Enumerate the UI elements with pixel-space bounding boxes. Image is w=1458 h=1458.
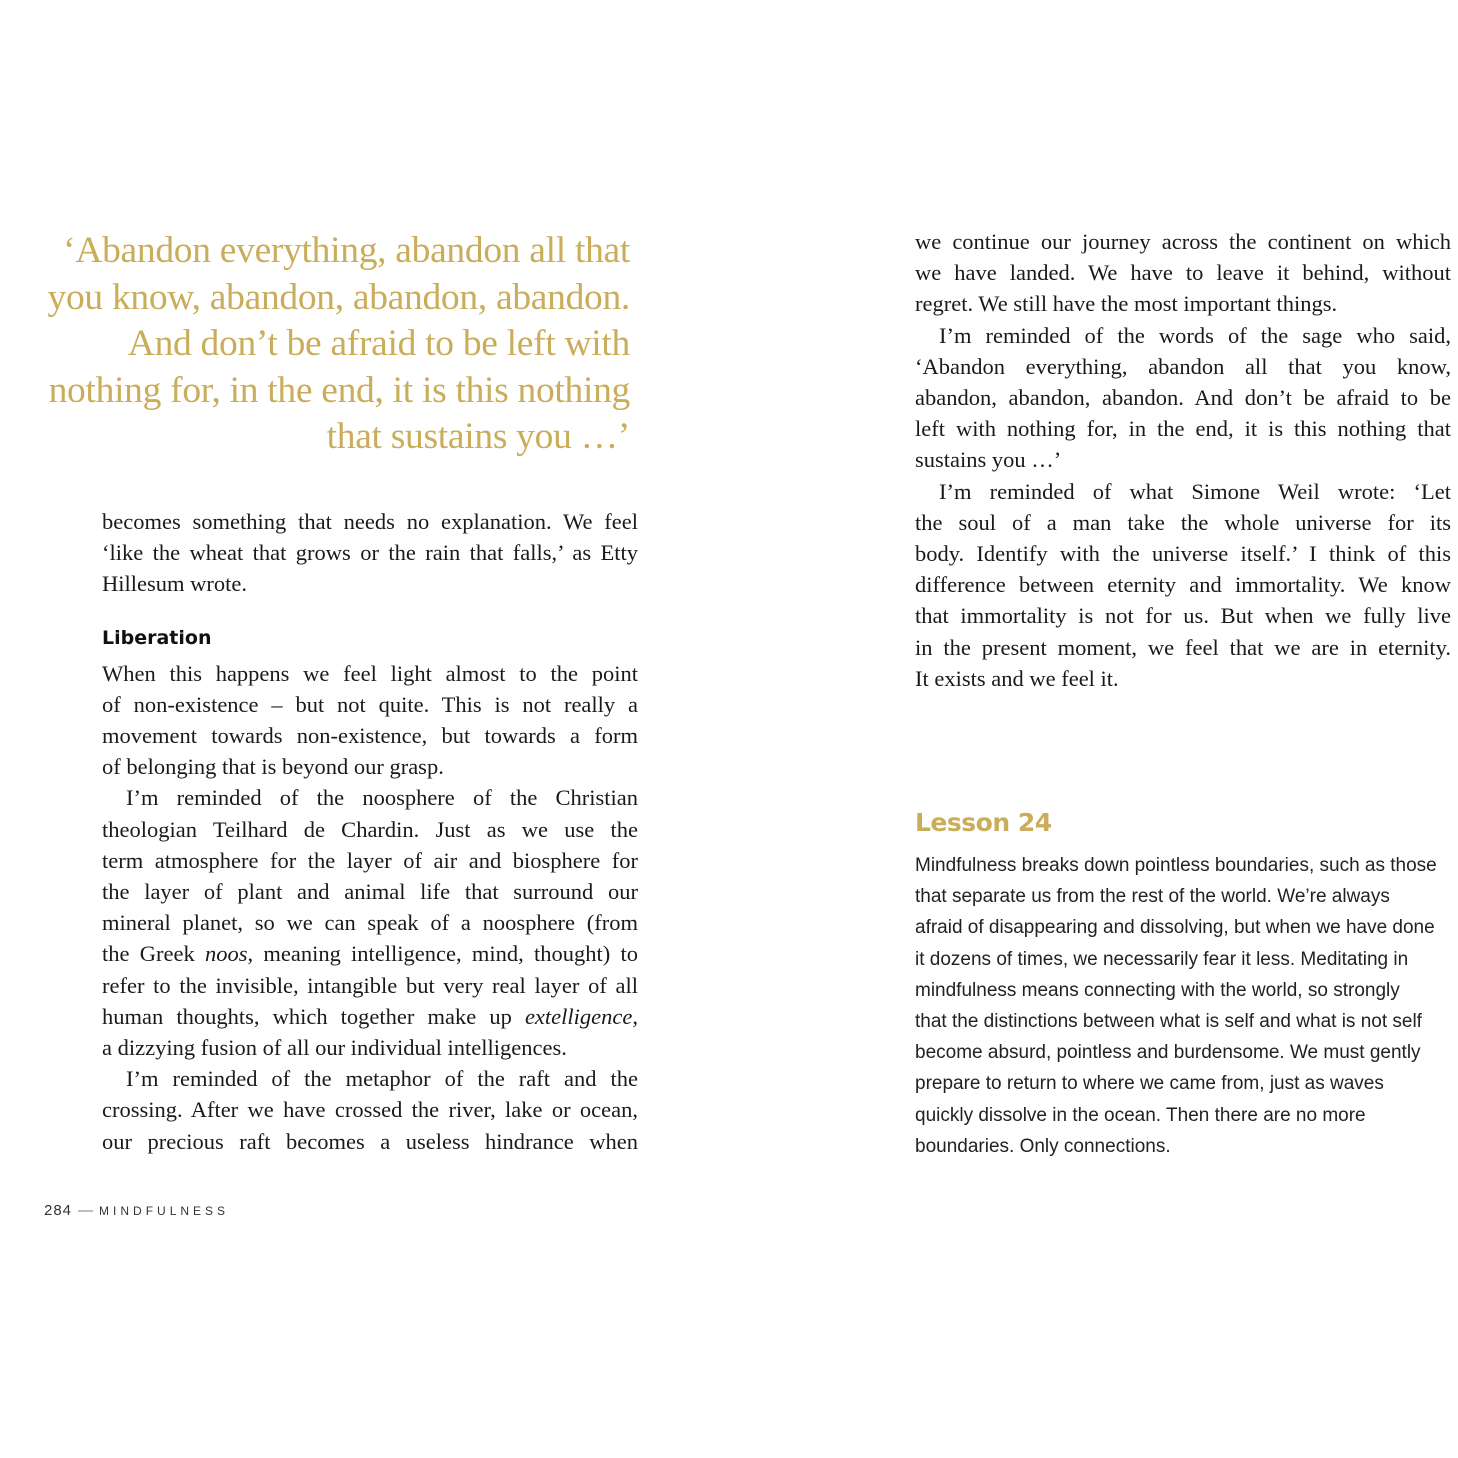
sage-paragraph [915,320,1451,476]
page-number: 284 [44,1202,73,1219]
journey-paragraph [915,226,1451,320]
italic-term: noos [204,941,248,967]
lesson-title: Lesson 24 [915,808,1052,837]
lesson-line: become absurd, pointless and burdensome. We must gently [915,1042,1421,1064]
text-line: of belonging that is beyond our grasp. [102,754,444,780]
pull-quote-line: And don’t be afraid to be left with [127,323,630,364]
text-line: that immortality is not for us. But when we fully live [915,603,1451,629]
lesson-line: mindfulness means connecting with the world, so strongly [915,979,1400,1001]
right-body-column [915,226,1451,694]
text-line [102,1001,638,1032]
text-line: body. Identify with the universe itself.’ I think of this [915,541,1451,567]
text-line: difference between eternity and immortality. We know [915,572,1451,598]
text-line: It exists and we feel it. [915,665,1119,691]
text-line: in the present moment, we feel that we are in eternity. [915,634,1451,660]
text-line: a dizzying fusion of all our individual intelligences. [102,1035,567,1061]
section-heading: Liberation [102,626,212,649]
intro-paragraph [102,506,638,600]
footer-separator: — [78,1202,94,1219]
text-line: of non-existence – but not quite. This is not really a [102,691,638,717]
text-line [102,938,638,969]
text-line: our precious raft becomes a useless hindrance when [102,1128,638,1154]
lesson-line: that the distinctions between what is self and what is not self [915,1011,1422,1033]
text-line: I’m reminded of the metaphor of the raft and the [126,1066,638,1092]
text-line: term atmosphere for the layer of air and biosphere for [102,847,638,873]
text-line: I’m reminded of the words of the sage who said, [939,322,1451,348]
pull-quote-line: you know, abandon, abandon, abandon. [47,276,630,318]
pull-quote-line: nothing for, in the end, it is this nothing [48,369,630,411]
text-line: ‘Abandon everything, abandon all that you know, [915,353,1451,379]
text-segment: , [632,1003,638,1029]
text-segment: human thoughts, which together make up [102,1003,525,1029]
lesson-line: that separate us from the rest of the world. We’re always [915,886,1390,908]
text-line: we continue our journey across the continent on which [915,229,1451,254]
lesson-line: prepare to return to where we came from, just as waves [915,1073,1384,1095]
text-line: ‘like the wheat that grows or the rain that falls,’ as Etty [102,540,638,566]
text-line: I’m reminded of the noosphere of the Christian [126,785,638,811]
right-page [729,0,1458,1458]
text-line: When this happens we feel light almost to the point [102,660,638,686]
text-line: refer to the invisible, intangible but very real layer of all [102,972,638,998]
text-line: mineral planet, so we can speak of a noosphere (from [102,910,638,936]
text-line: we have landed. We have to leave it behind, without [915,260,1451,286]
text-line: the layer of plant and animal life that surround our [102,879,638,905]
text-segment: the Greek [102,941,205,967]
text-line: the soul of a man take the whole universe for its [915,509,1451,535]
text-line: I’m reminded of what Simone Weil wrote: ‘Let [939,478,1451,504]
pull-quote [8,228,630,461]
left-body-column [102,506,638,1157]
text-line: movement towards non-existence, but towards a form [102,723,638,749]
pull-quote-line: that sustains you …’ [326,416,630,457]
page-footer [44,1202,229,1219]
weil-paragraph [915,476,1451,694]
text-line: becomes something that needs no explanation. We feel [102,509,638,534]
text-line: abandon, abandon, abandon. And don’t be afraid to be [915,385,1451,411]
text-line: regret. We still have the most important things. [915,291,1338,317]
text-line: crossing. After we have crossed the river, lake or ocean, [102,1097,638,1123]
italic-term: extelligence [524,1003,633,1029]
liberation-paragraph-1 [102,658,638,783]
pull-quote-line: ‘Abandon everything, abandon all that [63,230,630,271]
running-section-title: MINDFULNESS [99,1204,230,1218]
text-line: sustains you …’ [915,447,1062,473]
lesson-line: Mindfulness breaks down pointless boundaries, such as those [915,855,1437,876]
lesson-line: afraid of disappearing and dissolving, but when we have done [915,917,1435,939]
text-segment: , meaning intelligence, mind, thought) to [247,941,638,967]
text-line: Hillesum wrote. [102,571,247,597]
raft-paragraph [102,1063,638,1157]
text-line: left with nothing for, in the end, it is this nothing that [915,416,1451,442]
text-line: theologian Teilhard de Chardin. Just as we use the [102,816,638,842]
lesson-line: boundaries. Only connections. [915,1135,1171,1157]
lesson-line: it dozens of times, we necessarily fear it less. Meditating in [915,948,1409,970]
lesson-line: quickly dissolve in the ocean. Then there are no more [915,1104,1366,1126]
lesson-box [915,806,1451,1162]
lesson-text [915,850,1451,1162]
noosphere-paragraph [102,782,638,1063]
